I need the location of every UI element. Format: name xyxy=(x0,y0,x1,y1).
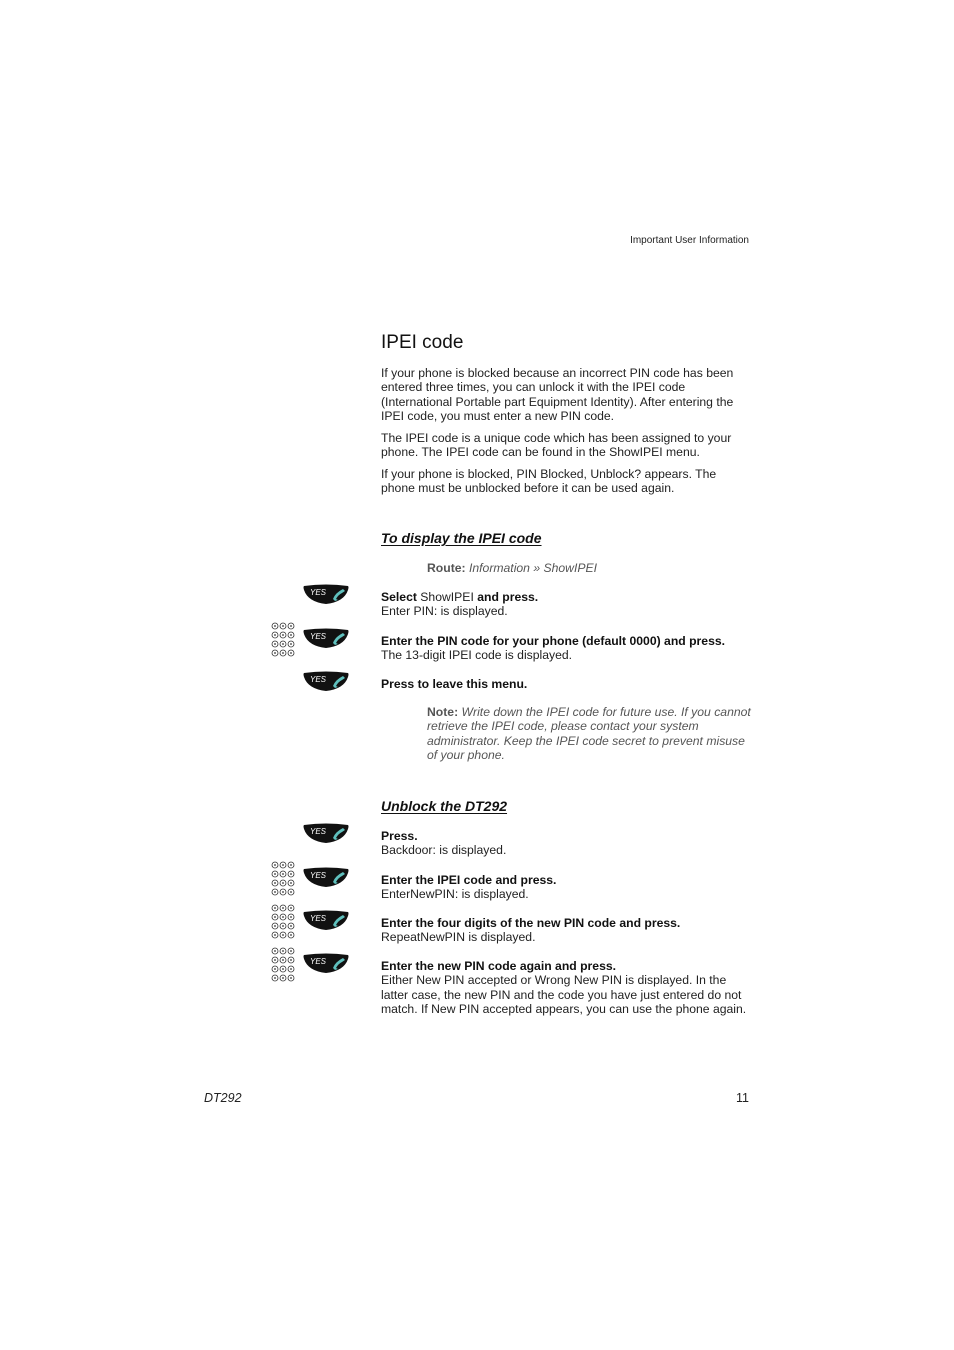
keypad-key-mark xyxy=(282,977,284,979)
keypad-key-mark xyxy=(274,891,276,893)
step-title: Enter the new PIN code again and press. xyxy=(381,959,617,973)
intro-paragraph-1: If your phone is blocked because an incorrect PIN code has been entered three times, you can unlock it with the IPEI code (International Portable part Equipment Identity). After entering the IPEI code, you must enter a new PIN code. xyxy=(381,366,734,424)
route-label: Route: xyxy=(427,561,466,575)
keypad-key-mark xyxy=(290,934,292,936)
yes-key-icon xyxy=(302,823,350,844)
step-verb: Select xyxy=(381,590,417,604)
keypad-key-mark xyxy=(282,882,284,884)
keypad-key-mark xyxy=(290,864,292,866)
keypad-key-mark xyxy=(290,882,292,884)
keypad-key-mark xyxy=(290,977,292,979)
yes-key-icon xyxy=(302,584,350,605)
yes-key-icon xyxy=(302,628,350,649)
display-step-2 xyxy=(381,634,751,663)
step-title: Enter the IPEI code and press. xyxy=(381,873,557,887)
keypad-key-mark xyxy=(282,959,284,961)
display-step-3 xyxy=(381,677,751,691)
keypad-key-mark xyxy=(282,634,284,636)
step-title: Press. xyxy=(381,829,418,843)
keypad-key-mark xyxy=(274,907,276,909)
step-detail: Enter PIN: is displayed. xyxy=(381,604,508,619)
keypad-key-mark xyxy=(282,950,284,952)
yes-key-icon xyxy=(302,867,350,888)
keypad-icon xyxy=(271,861,297,897)
footer-model: DT292 xyxy=(204,1091,242,1105)
keypad-icon xyxy=(271,622,297,658)
keypad-key-mark xyxy=(290,925,292,927)
display-step-1 xyxy=(381,590,751,619)
keypad-key-mark xyxy=(282,652,284,654)
step-detail: The 13-digit IPEI code is displayed. xyxy=(381,648,573,663)
route xyxy=(427,561,597,575)
keypad-icon xyxy=(271,947,297,983)
intro-paragraph-3: If your phone is blocked, PIN Blocked, Unblock? appears. The phone must be unblocked before it can be used again. xyxy=(381,467,717,496)
keypad-key-mark xyxy=(274,950,276,952)
keypad-key-mark xyxy=(274,959,276,961)
keypad-key-mark xyxy=(290,625,292,627)
display-ipei-heading: To display the IPEI code xyxy=(381,530,542,546)
keypad-key-mark xyxy=(274,968,276,970)
keypad-key-mark xyxy=(282,934,284,936)
yes-key-label: YES xyxy=(310,588,327,597)
note-text: Write down the IPEI code for future use. If you cannot retrieve the IPEI code, please contact your system administrator. Keep the IPEI code secret to prevent misuse of your phone. xyxy=(427,705,751,763)
keypad-key-mark xyxy=(290,950,292,952)
step-detail: Either New PIN accepted or Wrong New PIN is displayed. In the latter case, the new PIN and the code you have just entered do not match. If New PIN accepted appears, you can use the phone again. xyxy=(381,973,747,1017)
yes-key-icon xyxy=(302,910,350,931)
keypad-key-mark xyxy=(290,907,292,909)
keypad-icon xyxy=(271,904,297,940)
unblock-step-2 xyxy=(381,873,751,902)
keypad-key-mark xyxy=(274,652,276,654)
keypad-key-mark xyxy=(274,925,276,927)
keypad-key-mark xyxy=(290,643,292,645)
keypad-key-mark xyxy=(290,652,292,654)
keypad-key-mark xyxy=(290,873,292,875)
page-number: 11 xyxy=(736,1091,749,1105)
yes-key-label: YES xyxy=(310,957,327,966)
unblock-step-3 xyxy=(381,916,751,945)
step-menu-name: ShowIPEI xyxy=(416,590,478,604)
yes-key-label: YES xyxy=(310,675,327,684)
step-detail: RepeatNewPIN is displayed. xyxy=(381,930,536,945)
keypad-key-mark xyxy=(282,968,284,970)
keypad-key-mark xyxy=(282,925,284,927)
keypad-key-mark xyxy=(282,864,284,866)
step-detail: Backdoor: is displayed. xyxy=(381,843,507,858)
route-value: Information » ShowIPEI xyxy=(468,561,598,575)
keypad-key-mark xyxy=(290,891,292,893)
keypad-key-mark xyxy=(282,907,284,909)
step-title: Enter the four digits of the new PIN code and press. xyxy=(381,916,681,930)
step-detail: EnterNewPIN: is displayed. xyxy=(381,887,529,902)
keypad-key-mark xyxy=(274,934,276,936)
yes-key-label: YES xyxy=(310,871,327,880)
keypad-key-mark xyxy=(282,643,284,645)
keypad-key-mark xyxy=(282,873,284,875)
keypad-key-mark xyxy=(290,959,292,961)
yes-key-label: YES xyxy=(310,914,327,923)
keypad-key-mark xyxy=(282,916,284,918)
page-title: IPEI code xyxy=(381,332,464,353)
keypad-key-mark xyxy=(282,625,284,627)
keypad-key-mark xyxy=(290,916,292,918)
keypad-key-mark xyxy=(290,634,292,636)
step-title: Press to leave this menu. xyxy=(381,677,528,691)
unblock-heading: Unblock the DT292 xyxy=(381,798,508,814)
keypad-key-mark xyxy=(274,873,276,875)
yes-key-icon xyxy=(302,953,350,974)
note xyxy=(427,705,752,763)
keypad-key-mark xyxy=(290,968,292,970)
intro-paragraph-2: The IPEI code is a unique code which has been assigned to your phone. The IPEI code can be found in the ShowIPEI menu. xyxy=(381,431,732,460)
keypad-key-mark xyxy=(274,882,276,884)
yes-key-label: YES xyxy=(310,632,327,641)
step-title: Enter the PIN code for your phone (default 0000) and press. xyxy=(381,634,726,648)
keypad-key-mark xyxy=(274,977,276,979)
yes-key-icon xyxy=(302,671,350,692)
note-label: Note: xyxy=(427,705,459,719)
keypad-key-mark xyxy=(274,643,276,645)
keypad-key-mark xyxy=(282,891,284,893)
unblock-step-1 xyxy=(381,829,751,858)
keypad-key-mark xyxy=(274,916,276,918)
keypad-key-mark xyxy=(274,864,276,866)
unblock-step-4 xyxy=(381,959,751,1017)
keypad-key-mark xyxy=(274,634,276,636)
running-header: Important User Information xyxy=(630,235,749,246)
step-action: and press. xyxy=(477,590,539,604)
keypad-key-mark xyxy=(274,625,276,627)
yes-key-label: YES xyxy=(310,827,327,836)
